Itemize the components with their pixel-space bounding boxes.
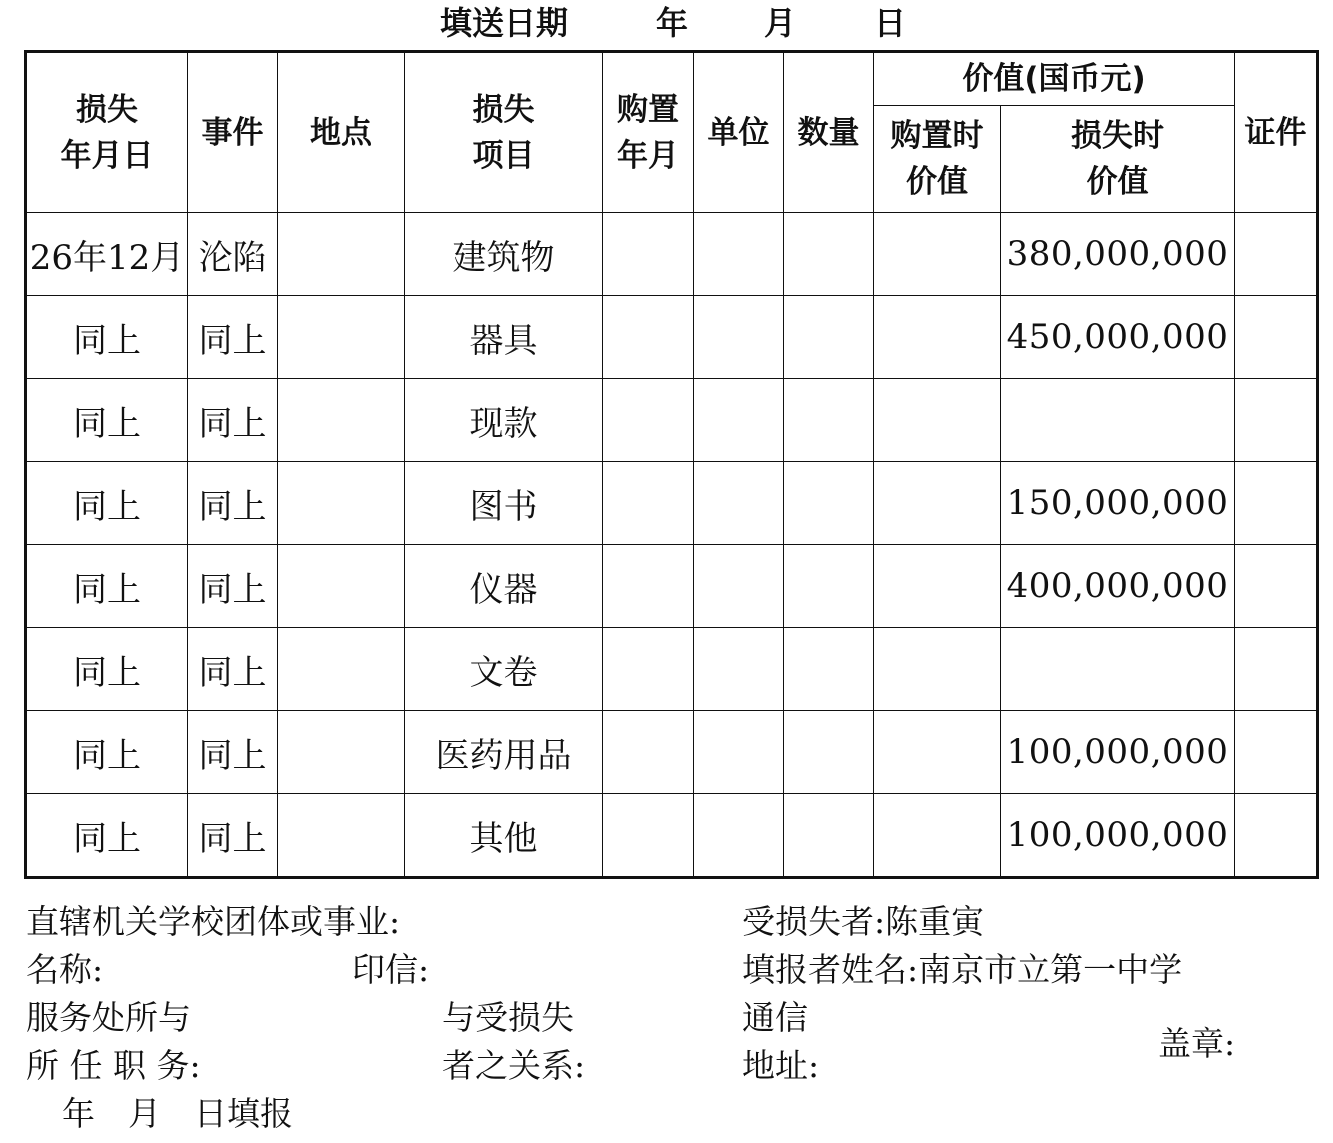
cell-loss-date: 同上 (26, 379, 188, 462)
cell-event: 同上 (188, 711, 278, 794)
cell-loss-value (1001, 628, 1235, 711)
stamp-label: 盖章: (1158, 1024, 1236, 1063)
filing-month-label: 月 (764, 4, 797, 42)
cell-loss-value: 450,000,000 (1001, 296, 1235, 379)
cell-purchase-date (603, 213, 694, 296)
org-name-label-line1: 直辖机关学校团体或事业: (26, 902, 401, 941)
header-loss-value: 损失时 价值 (1001, 106, 1235, 213)
filing-date-label: 填送日期 (440, 4, 569, 42)
cell-purchase-value (874, 628, 1001, 711)
filing-date-footer: 年 月 日填报 (62, 1094, 293, 1133)
table-row (26, 462, 1318, 545)
cell-quantity (784, 213, 874, 296)
cell-event: 沦陷 (188, 213, 278, 296)
cell-purchase-value (874, 296, 1001, 379)
loss-report-table (24, 50, 1319, 879)
cell-purchase-value (874, 213, 1001, 296)
cell-event: 同上 (188, 379, 278, 462)
filing-date-header (0, 0, 1333, 46)
header-purchase-date: 购置 年月 (603, 52, 694, 213)
cell-quantity (784, 379, 874, 462)
cell-loss-date: 同上 (26, 296, 188, 379)
cell-loss-value: 100,000,000 (1001, 711, 1235, 794)
cell-unit (694, 213, 784, 296)
cell-unit (694, 628, 784, 711)
cell-location (278, 296, 405, 379)
cell-certificate (1235, 379, 1318, 462)
table-row (26, 628, 1318, 711)
cell-loss-value: 380,000,000 (1001, 213, 1235, 296)
table-row (26, 545, 1318, 628)
cell-event: 同上 (188, 794, 278, 878)
cell-loss-item: 现款 (405, 379, 603, 462)
victim-name: 受损失者:陈重寅 (742, 902, 985, 941)
cell-loss-value: 400,000,000 (1001, 545, 1235, 628)
cell-certificate (1235, 296, 1318, 379)
org-name-label-line2: 名称: (26, 950, 104, 989)
cell-loss-item: 文卷 (405, 628, 603, 711)
seal-label: 印信: (352, 950, 430, 989)
cell-event: 同上 (188, 628, 278, 711)
header-value-group: 价值(国币元) (874, 52, 1235, 106)
cell-loss-date: 同上 (26, 462, 188, 545)
filing-day-label: 日 (874, 4, 907, 42)
relation-label-line1: 与受损失 (442, 998, 574, 1037)
loss-table-body (26, 213, 1318, 878)
service-position-label-line1: 服务处所与 (26, 998, 191, 1037)
header-purchase-value: 购置时 价值 (874, 106, 1001, 213)
cell-unit (694, 711, 784, 794)
table-row (26, 296, 1318, 379)
cell-purchase-date (603, 794, 694, 878)
cell-quantity (784, 794, 874, 878)
cell-purchase-date (603, 628, 694, 711)
table-row (26, 213, 1318, 296)
cell-quantity (784, 711, 874, 794)
cell-event: 同上 (188, 545, 278, 628)
cell-purchase-value (874, 711, 1001, 794)
cell-loss-date: 同上 (26, 628, 188, 711)
reporter-name: 填报者姓名:南京市立第一中学 (742, 950, 1183, 989)
cell-certificate (1235, 462, 1318, 545)
header-event: 事件 (188, 52, 278, 213)
cell-purchase-value (874, 794, 1001, 878)
header-unit: 单位 (694, 52, 784, 213)
filing-year-label: 年 (656, 4, 689, 42)
cell-loss-item: 图书 (405, 462, 603, 545)
cell-location (278, 545, 405, 628)
cell-location (278, 379, 405, 462)
cell-loss-item: 器具 (405, 296, 603, 379)
cell-loss-item: 仪器 (405, 545, 603, 628)
cell-purchase-value (874, 462, 1001, 545)
cell-purchase-date (603, 379, 694, 462)
cell-certificate (1235, 545, 1318, 628)
address-label-line1: 通信 (742, 998, 808, 1037)
cell-purchase-value (874, 545, 1001, 628)
cell-unit (694, 296, 784, 379)
table-row (26, 379, 1318, 462)
cell-loss-date: 同上 (26, 545, 188, 628)
cell-certificate (1235, 794, 1318, 878)
service-position-label-line2: 所 任 职 务: (26, 1046, 201, 1085)
header-certificate: 证件 (1235, 52, 1318, 213)
relation-label-line2: 者之关系: (442, 1046, 586, 1085)
cell-purchase-date (603, 711, 694, 794)
cell-event: 同上 (188, 296, 278, 379)
cell-loss-value (1001, 379, 1235, 462)
cell-certificate (1235, 711, 1318, 794)
cell-quantity (784, 545, 874, 628)
cell-quantity (784, 462, 874, 545)
cell-quantity (784, 296, 874, 379)
cell-loss-date: 同上 (26, 711, 188, 794)
cell-loss-value: 150,000,000 (1001, 462, 1235, 545)
header-loss-date: 损失 年月日 (26, 52, 188, 213)
address-label-line2: 地址: (742, 1046, 820, 1085)
cell-location (278, 711, 405, 794)
cell-loss-value: 100,000,000 (1001, 794, 1235, 878)
cell-event: 同上 (188, 462, 278, 545)
cell-certificate (1235, 628, 1318, 711)
cell-unit (694, 379, 784, 462)
cell-loss-date: 26年12月 (26, 213, 188, 296)
cell-loss-item: 其他 (405, 794, 603, 878)
table-row (26, 794, 1318, 878)
cell-purchase-date (603, 462, 694, 545)
table-row (26, 711, 1318, 794)
cell-quantity (784, 628, 874, 711)
cell-purchase-date (603, 296, 694, 379)
cell-unit (694, 462, 784, 545)
cell-unit (694, 794, 784, 878)
header-quantity: 数量 (784, 52, 874, 213)
cell-location (278, 794, 405, 878)
cell-location (278, 213, 405, 296)
header-location: 地点 (278, 52, 405, 213)
cell-location (278, 462, 405, 545)
cell-purchase-value (874, 379, 1001, 462)
cell-location (278, 628, 405, 711)
cell-loss-date: 同上 (26, 794, 188, 878)
cell-purchase-date (603, 545, 694, 628)
cell-certificate (1235, 213, 1318, 296)
cell-unit (694, 545, 784, 628)
header-loss-item: 损失 项目 (405, 52, 603, 213)
cell-loss-item: 建筑物 (405, 213, 603, 296)
cell-loss-item: 医药用品 (405, 711, 603, 794)
